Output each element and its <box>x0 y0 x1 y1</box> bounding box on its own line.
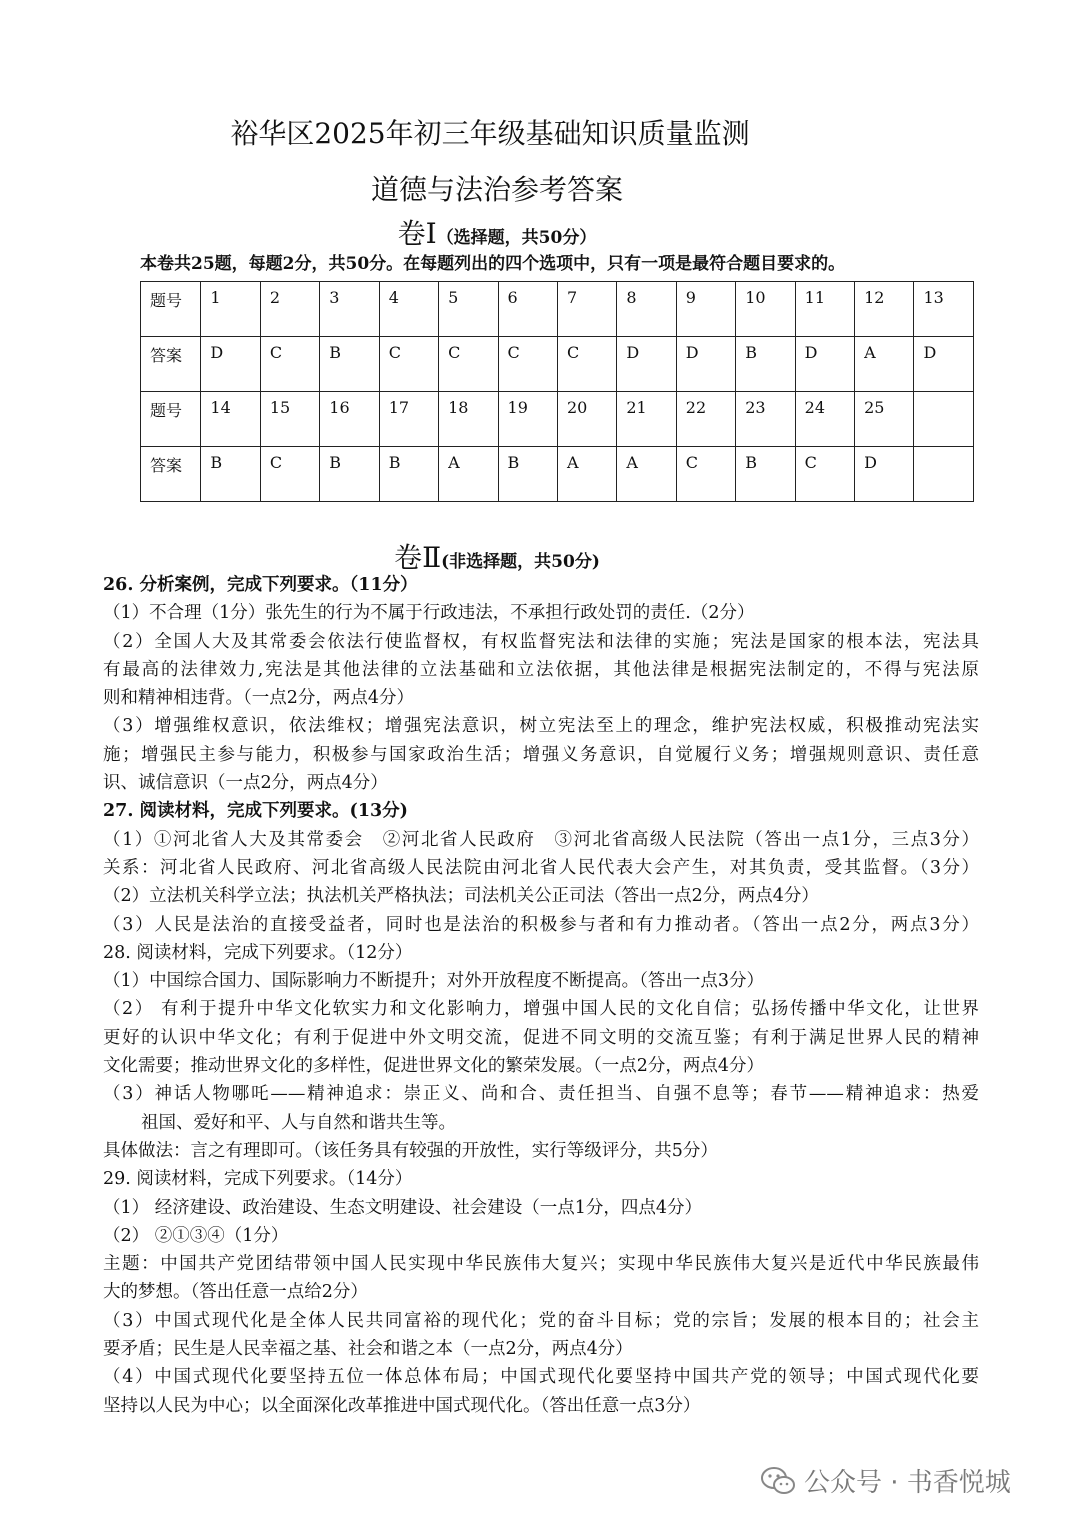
answer-line: （1）①河北省人大及其常委会 ②河北省人民政府 ③河北省高级人民法院（答出一点1分，三点3分） <box>103 829 979 850</box>
answer-line: 则和精神相违背。（一点2分，两点4分） <box>103 688 415 709</box>
table-cell: C <box>557 337 616 392</box>
table-cell: B <box>320 337 379 392</box>
table-cell: 22 <box>676 392 735 447</box>
answer-line: 27. 阅读材料，完成下列要求。(13分) <box>103 801 408 822</box>
section-1-note: （选择题，共50分） <box>436 228 597 248</box>
answer-line: （2）立法机关科学立法；执法机关严格执法；司法机关公正司法（答出一点2分，两点4分） <box>103 886 819 907</box>
answer-line: 关系：河北省人民政府、河北省高级人民法院由河北省人民代表大会产生，对其负责，受其监督。（3分） <box>103 857 979 878</box>
table-cell: 13 <box>914 282 974 337</box>
section-1-label: 卷Ⅰ <box>397 217 437 250</box>
table-cell: D <box>914 337 974 392</box>
answer-line: 大的梦想。（答出任意一点给2分） <box>103 1282 368 1303</box>
section-1-instructions: 本卷共25题，每题2分，共50分。在每题列出的四个选项中，只有一项是最符合题目要求的。 <box>140 254 846 274</box>
answer-body <box>103 571 979 1420</box>
document-title: 裕华区2025年初三年级基础知识质量监测 <box>230 117 750 150</box>
row-header-cell: 答案 <box>141 447 201 502</box>
answer-line: 具体做法：言之有理即可。（该任务具有较强的开放性，实行等级评分，共5分） <box>103 1140 718 1161</box>
answer-line: （3）增强维权意识，依法维权；增强宪法意识，树立宪法至上的理念，维护宪法权威，积极推动宪法实 <box>103 716 979 737</box>
table-cell: 23 <box>736 392 795 447</box>
table-cell: A <box>557 447 616 502</box>
table-cell <box>914 447 974 502</box>
answer-table <box>140 281 974 502</box>
answer-line: （3）神话人物哪吒——精神追求：崇正义、尚和合、责任担当、自强不息等；春节——精神追求：热爱 <box>103 1084 979 1105</box>
answer-line: 识、诚信意识（一点2分，两点4分） <box>103 773 388 794</box>
table-cell: 20 <box>557 392 616 447</box>
table-cell: D <box>617 337 676 392</box>
row-header-cell: 答案 <box>141 337 201 392</box>
section-2-heading <box>0 536 994 576</box>
table-cell: 2 <box>260 282 319 337</box>
section-2-label: 卷Ⅱ <box>394 541 442 574</box>
watermark-text: 公众号 · 书香悦城 <box>804 1468 1011 1498</box>
table-cell: 16 <box>320 392 379 447</box>
answer-line: （4）中国式现代化要坚持五位一体总体布局；中国式现代化要坚持中国共产党的领导；中国式现代化要 <box>103 1367 979 1388</box>
answer-line: 更好的认识中华文化；有利于促进中外文明交流，促进不同文明的交流互鉴；有利于满足世界人民的精神 <box>103 1027 979 1048</box>
table-cell: D <box>795 337 854 392</box>
table-cell: 8 <box>617 282 676 337</box>
answer-line: 要矛盾；民生是人民幸福之基、社会和谐之本（一点2分，两点4分） <box>103 1339 633 1360</box>
table-cell: D <box>855 447 914 502</box>
answer-line: （1）中国综合国力、国际影响力不断提升；对外开放程度不断提高。（答出一点3分） <box>103 971 765 992</box>
table-cell: 18 <box>439 392 498 447</box>
table-cell: 21 <box>617 392 676 447</box>
table-cell: 15 <box>260 392 319 447</box>
answer-row <box>141 447 974 502</box>
row-header-cell: 题号 <box>141 392 201 447</box>
table-cell: B <box>379 447 438 502</box>
table-cell: B <box>736 337 795 392</box>
table-cell: 25 <box>855 392 914 447</box>
section-1-heading <box>0 212 994 252</box>
table-cell: C <box>676 447 735 502</box>
answer-line: 主题：中国共产党团结带领中国人民实现中华民族伟大复兴；实现中华民族伟大复兴是近代中华民族最伟 <box>103 1254 979 1275</box>
table-cell: C <box>260 337 319 392</box>
table-cell: C <box>439 337 498 392</box>
table-cell: 4 <box>379 282 438 337</box>
table-cell: 12 <box>855 282 914 337</box>
answer-line: （2） 有利于提升中华文化软实力和文化影响力，增强中国人民的文化自信；弘扬传播中华文化，让世界 <box>103 999 979 1020</box>
table-cell: 9 <box>676 282 735 337</box>
table-cell: 7 <box>557 282 616 337</box>
table-cell: C <box>498 337 557 392</box>
question-number-row <box>141 392 974 447</box>
table-cell: 19 <box>498 392 557 447</box>
table-cell: 1 <box>201 282 260 337</box>
answer-row <box>141 337 974 392</box>
answer-line: 26. 分析案例，完成下列要求。（11分） <box>103 575 418 595</box>
table-cell: D <box>676 337 735 392</box>
table-cell: D <box>201 337 260 392</box>
answer-line: （3）人民是法治的直接受益者，同时也是法治的积极参与者和有力推动者。（答出一点2分，两点3分） <box>103 914 979 935</box>
answer-line: 坚持以人民为中心；以全面深化改革推进中国式现代化。（答出任意一点3分） <box>103 1395 701 1416</box>
table-cell: B <box>736 447 795 502</box>
table-cell: 10 <box>736 282 795 337</box>
answer-line: 28. 阅读材料，完成下列要求。（12分） <box>103 942 413 963</box>
answer-line: 祖国、爱好和平、人与自然和谐共生等。 <box>141 1112 456 1133</box>
table-cell: A <box>855 337 914 392</box>
wechat-icon <box>760 1465 796 1497</box>
answer-line: 29. 阅读材料，完成下列要求。（14分） <box>103 1169 413 1190</box>
table-cell: B <box>201 447 260 502</box>
answer-line: （1） 经济建设、政治建设、生态文明建设、社会建设（一点1分，四点4分） <box>103 1197 702 1218</box>
table-cell: 17 <box>379 392 438 447</box>
question-number-row <box>141 282 974 337</box>
table-cell: A <box>617 447 676 502</box>
table-cell: C <box>379 337 438 392</box>
answer-line: （2） ②①③④（1分） <box>103 1225 289 1246</box>
table-cell: A <box>439 447 498 502</box>
table-cell: 3 <box>320 282 379 337</box>
table-cell: 14 <box>201 392 260 447</box>
table-cell: C <box>260 447 319 502</box>
row-header-cell: 题号 <box>141 282 201 337</box>
table-cell: B <box>498 447 557 502</box>
section-2-note: (非选择题，共50分) <box>441 552 600 572</box>
table-cell: 11 <box>795 282 854 337</box>
answer-line: （3）中国式现代化是全体人民共同富裕的现代化；党的奋斗目标；党的宗旨；发展的根本目的；社会主 <box>103 1310 979 1331</box>
answer-line: 文化需要；推动世界文化的多样性，促进世界文化的繁荣发展。（一点2分，两点4分） <box>103 1056 765 1077</box>
answer-line: 有最高的法律效力,宪法是其他法律的立法基础和立法依据，其他法律是根据宪法制定的，不得与宪法原 <box>103 659 979 680</box>
table-cell <box>914 392 974 447</box>
table-cell: 6 <box>498 282 557 337</box>
table-cell: B <box>320 447 379 502</box>
table-cell: C <box>795 447 854 502</box>
watermark <box>760 1462 1011 1499</box>
table-cell: 5 <box>439 282 498 337</box>
document-subtitle: 道德与法治参考答案 <box>370 173 623 206</box>
answer-line: 施；增强民主参与能力，积极参与国家政治生活；增强义务意识，自觉履行义务；增强规则意识、责任意 <box>103 744 979 765</box>
table-cell: 24 <box>795 392 854 447</box>
answer-line: （1）不合理（1分）张先生的行为不属于行政违法，不承担行政处罚的责任.（2分） <box>103 603 755 624</box>
answer-line: （2）全国人大及其常委会依法行使监督权，有权监督宪法和法律的实施；宪法是国家的根本法，宪法具 <box>103 631 979 652</box>
